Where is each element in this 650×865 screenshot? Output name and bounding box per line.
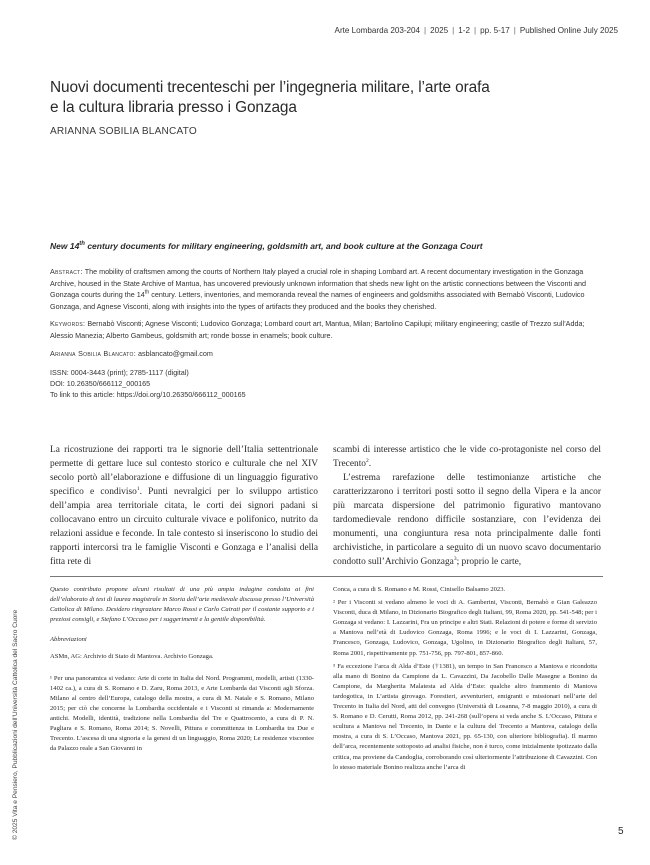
- english-title: [50, 241, 610, 251]
- english-title-post: century documents for military engineering, goldsmith art, and book culture at the Gonzaga Court: [84, 241, 483, 251]
- body-paragraph: [333, 471, 601, 569]
- contact-label: Arianna Sobilia Blancato:: [50, 349, 137, 358]
- journal-issue: 1-2: [458, 26, 470, 35]
- copyright-side-note: © 2025 Vita e Pensiero, Pubblicazioni dell’Università Cattolica del Sacro Cuore: [12, 609, 19, 840]
- body-text: L’estrema rarefazione delle testimonianze artistiche che caratterizzarono i territori posti sotto il segno della Vipera e la ancor più marcata dispersione del patrimonio figurativo mantovano tardomedievale rendono difficile sostanziare, con l’evidenza dei monumenti, una congiuntura resa nota principalmente dalle fonti archivistiche, in particolare a seguito di un nuovo scavo documentario condotto sull’Archivio Gonzaga: [333, 473, 601, 567]
- footnote-ref[interactable]: 1: [136, 485, 140, 492]
- footnote-2: ² Per i Visconti si vedano almeno le voci di A. Gamberini, Visconti, Bernabò e Gian Galeazzo Visconti, duca di Milano, in Dizionario Biografico degli Italiani, 99, Roma 2020, pp. 541-548; per i Gonzaga si vedano: I. Lazzarini, Fra un principe e altri Stati. Relazioni di potere e forme di servizio a Mantova nell’età di Ludovico Gonzaga, Roma 1996; e le voci di I. Lazzarini, Gonzaga, Francesco, Gonzaga, Ludovico, Gonzaga, Ugolino, in Dizionario Biografico degli Italiani, 57, Roma 2001, rispettivamente pp. 751-756, pp. 797-801, 857-860.: [333, 599, 597, 657]
- body-paragraph: [50, 443, 318, 569]
- abbreviations-text: ASMn, AG: Archivio di Stato di Mantova. Archivio Gonzaga.: [50, 653, 214, 661]
- body-text: . Punti nevralgici per lo sviluppo artistico dell’ampia area territoriale citata, le corti dei signori padani si collocavano entro un circuito culturale vivace e polifonico, nutrito da relazioni assidue e feconde. In tale contesto si inseriscono lo studio dei rapporti intercorsi tra le famiglie Visconti e Gonzaga e l’analisi della fitta rete di: [50, 487, 318, 567]
- abstract: [50, 266, 605, 312]
- keywords-text: Bernabò Visconti; Agnese Visconti; Ludovico Gonzaga; Lombard court art, Mantua, Milan; Bartolino Capilupi; military engineering; castle of Trezzo sull’Adda; Alessio Manezia; Alberto Gambeus, goldsmith art; ronde bosse in enamels; book culture.: [50, 319, 585, 340]
- body-column-1: [50, 443, 318, 569]
- header-separator: |: [452, 26, 455, 35]
- body-paragraph: [333, 443, 601, 471]
- abbreviations-heading: Abbreviazioni: [50, 636, 87, 644]
- header-separator: |: [424, 26, 427, 35]
- body-text: .: [368, 459, 372, 469]
- english-title-sup: th: [79, 241, 85, 248]
- header-separator: |: [473, 26, 477, 35]
- footnote-1-continued: Conca, a cura di S. Romano e M. Rossi, Cinisello Balsamo 2023.: [333, 586, 506, 593]
- article-identifiers: [50, 367, 246, 401]
- abstract-text: The mobility of craftsmen among the courts of Northern Italy played a crucial role in shaping Lombard art. A recent documentary investigation in the Gonzaga Archive, housed in the State Archive of Mantua, has uncovered previously unknown information that sheds new light on the artistic connections between the Visconti and Gonzaga courts during the 14: [50, 267, 587, 299]
- english-title-pre: New 14: [50, 241, 80, 251]
- keywords-label: Keywords:: [50, 319, 86, 328]
- author-contact: [50, 349, 213, 358]
- abstract-sup: th: [144, 289, 150, 296]
- journal-name: Arte Lombarda 203-204: [334, 26, 421, 35]
- body-text: ; proprio le carte,: [456, 557, 522, 567]
- page-number: 5: [618, 826, 624, 837]
- body-text: scambi di interesse artistico che le vide co-protagoniste nel corso del Trecento: [333, 445, 601, 469]
- footnote-divider: [50, 576, 603, 577]
- header-separator: |: [513, 26, 516, 35]
- footnote-ref[interactable]: 3: [453, 555, 457, 562]
- issn: ISSN: 0004-3443 (print); 2785-1117 (digital): [50, 368, 189, 377]
- published-online: Published Online July 2025: [519, 26, 618, 35]
- doi: DOI: 10.26350/666112_000165: [50, 379, 151, 389]
- footnote-ref[interactable]: 2: [365, 457, 369, 464]
- body-column-2: [333, 443, 601, 569]
- journal-year: 2025: [430, 26, 449, 35]
- abstract-label: Abstract:: [50, 267, 83, 276]
- dedication-note: Questo contributo propone alcuni risultati di una più ampia indagine condotta ai fini dell’elaborato di tesi di laurea magistrale in Storia dell’arte medievale discussa presso l’Università Cattolica di Milano. Desidero ringraziare Marco Rossi e Carlo Cairati per il costante supporto e i preziosi consigli, e Stefano L’Occaso per i suggerimenti e la gentile disponibilità.: [50, 586, 314, 624]
- footnote-3: ³ Fa eccezione l’arca di Alda d’Este (†1381), un tempo in San Francesco a Mantova e ricondotta alla mano di Bonino da Campione da L. Cavazzini, Da Jacobello Dalle Masegne a Bonino da Campione, da Margherita Malatesta ad Alda d’Este: qualche altro frammento di Mantova tardogotica, in L’artista girovago. Forestieri, avventurieri, emigranti e missionari nell’arte del Trecento in Italia del Nord, atti del convegno (Università di Losanna, 7-8 maggio 2010), a cura di S. Romano e D. Cerutti, Roma 2012, pp. 241-268 (sull’opera si veda anche S. L’Occaso, Pittura e scultura a Mantova nel Trecento, in Dante e la cultura del Trecento a Mantova, catalogo della mostra, a cura di S. L’Occaso, Mantova 2021, pp. 65-130, con ulteriore bibliografia). Il marmo dell’arca, recentemente sottoposto ad analisi fisiche, non è turco, come inizialmente ipotizzato dalla critica, ma proviene da Candoglia, corroborando così ulteriormente l’attribuzione di Cavazzini. Con lo stesso materiale Bonino realizza anche l’arca di: [333, 662, 597, 771]
- footnotes-column-2: [333, 585, 597, 776]
- abstract-text-2: century. Letters, inventories, and memoranda reveal the names of engineers and goldsmiths associated with Bernabò Visconti, Ludovico Gonzaga, and Agnese Visconti, along with insights into the types of artifacts they produced and the books they cherished.: [50, 290, 585, 311]
- article-link[interactable]: To link to this article: https://doi.org/10.26350/666112_000165: [50, 390, 246, 400]
- article-author: ARIANNA SOBILIA BLANCATO: [50, 126, 197, 137]
- title-line-2: e la cultura libraria presso i Gonzaga: [50, 99, 297, 116]
- author-email[interactable]: asblancato@gmail.com: [136, 349, 213, 358]
- running-header: [335, 26, 618, 35]
- footnote-1: ¹ Per una panoramica si vedano: Arte di corte in Italia del Nord. Programmi, modelli, artisti (1330-1402 ca.), a cura di S. Romano e D. Zaru, Roma 2013, e Arte Lombarda dai Visconti agli Sforza. Milano al centro dell’Europa, catalogo della mostra, a cura di M. Natale e S. Romano, Milano 2015; per ciò che concerne la Lombardia occidentale e i Visconti si rimanda a: Modernamente antichi. Modelli, identità, tradizione nella Lombardia del Tre e Quattrocento, a cura di P. N. Pagliara e S. Romano, Roma 2014; S. Novelli, Pittura e committenza in Lombardia tra Due e Trecento. L’ascesa di una signoria e la genesi di un linguaggio, Roma 2020; Le residenze viscontee da Palazzo reale a San Giovanni in: [50, 674, 314, 753]
- footnotes-column-1: [50, 585, 314, 757]
- keywords: [50, 318, 605, 341]
- title-line-1: Nuovi documenti trecenteschi per l’ingegneria militare, l’arte orafa: [50, 79, 490, 96]
- journal-pages: pp. 5-17: [480, 26, 510, 35]
- body-text: La ricostruzione dei rapporti tra le signorie dell’Italia settentrionale permette di gettare luce sul contesto storico e culturale che nel XIV secolo portò all’elaborazione e diffusione di un linguaggio figurativo specifico e condiviso: [50, 445, 318, 497]
- article-title: [50, 78, 610, 118]
